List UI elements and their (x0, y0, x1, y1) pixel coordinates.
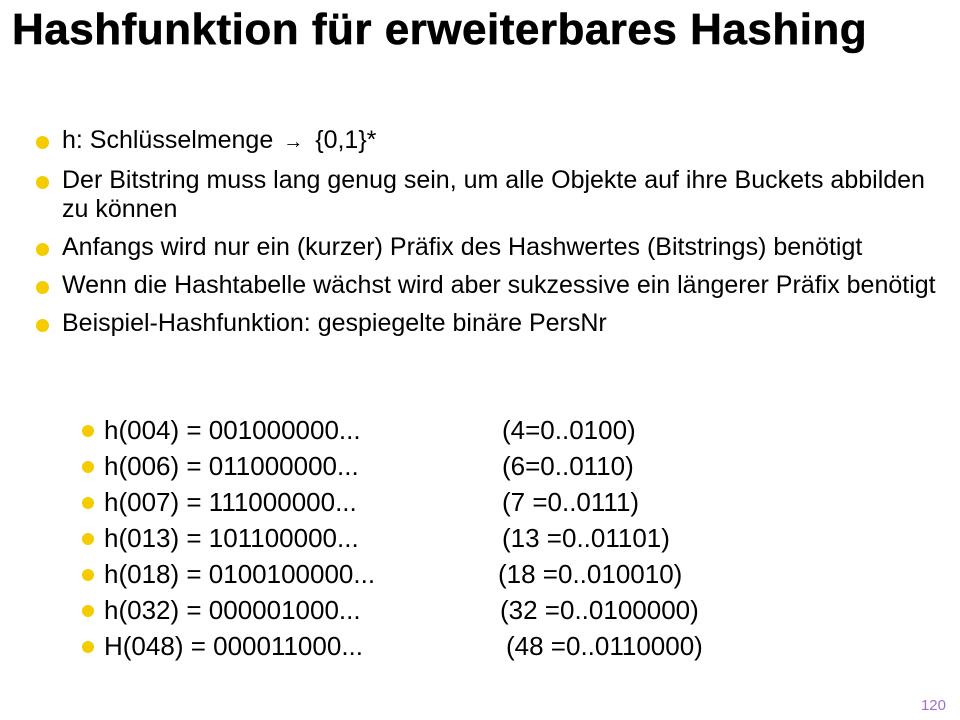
example-binary: (18 =0..010010) (498, 559, 683, 589)
example-hash: h(013) = 101100000... (104, 523, 359, 553)
example-row (82, 414, 942, 446)
example-row (82, 486, 942, 518)
bullet-dot-icon (82, 533, 94, 545)
bullet-text: Der Bitstring muss lang genug sein, um alle Objekte auf ihre Buckets abbilden zu können (62, 166, 925, 223)
bullet-text: Beispiel-Hashfunktion: gespiegelte binäre PersNr (62, 309, 607, 337)
example-hash: h(007) = 111000000... (104, 487, 357, 517)
bullet-text: Wenn die Hashtabelle wächst wird aber sukzessive ein längerer Präfix benötigt (62, 271, 936, 299)
slide-title: Hashfunktion für erweiterbares Hashing (12, 5, 868, 54)
bullet-bitstring-length (36, 166, 936, 224)
bullet-dot-icon (36, 176, 49, 189)
example-binary: (13 =0..01101) (502, 523, 670, 553)
bullet-dot-icon (36, 243, 49, 256)
bullet-text: h: Schlüsselmenge (62, 126, 274, 154)
example-row (82, 522, 942, 554)
page-number: 120 (920, 697, 946, 714)
bullet-text: Anfangs wird nur ein (kurzer) Präfix des Hashwertes (Bitstrings) benötigt (62, 233, 863, 261)
example-hash: h(018) = 0100100000... (104, 559, 376, 589)
example-row (82, 630, 942, 662)
bullet-dot-icon (82, 641, 94, 653)
bullet-dot-icon (36, 136, 49, 149)
example-hash: h(032) = 000001000... (104, 595, 361, 625)
example-binary: (4=0..0100) (502, 415, 636, 445)
example-hash: H(048) = 000011000... (104, 631, 363, 661)
bullet-initial-prefix (36, 233, 936, 262)
bullet-dot-icon (82, 569, 94, 581)
example-list (82, 414, 942, 666)
example-binary: (7 =0..0111) (502, 487, 640, 517)
bullet-list (36, 126, 936, 347)
bullet-dot-icon (82, 497, 94, 509)
bullet-example-hashfunction (36, 309, 936, 338)
bullet-hash-function (36, 126, 936, 157)
bullet-dot-icon (36, 319, 49, 332)
bullet-text-suffix: {0,1}* (315, 126, 377, 154)
example-hash: h(006) = 011000000... (104, 451, 359, 481)
bullet-dot-icon (82, 425, 94, 437)
example-row (82, 558, 942, 590)
example-binary: (32 =0..0100000) (500, 595, 699, 625)
example-row (82, 450, 942, 482)
example-binary: (6=0..0110) (502, 451, 634, 481)
bullet-dot-icon (82, 605, 94, 617)
bullet-longer-prefix (36, 271, 936, 300)
example-binary: (48 =0..0110000) (506, 631, 703, 661)
example-row (82, 594, 942, 626)
bullet-dot-icon (36, 281, 49, 294)
bullet-dot-icon (82, 461, 94, 473)
example-hash: h(004) = 001000000... (104, 415, 361, 445)
arrow-icon: → (283, 131, 304, 153)
